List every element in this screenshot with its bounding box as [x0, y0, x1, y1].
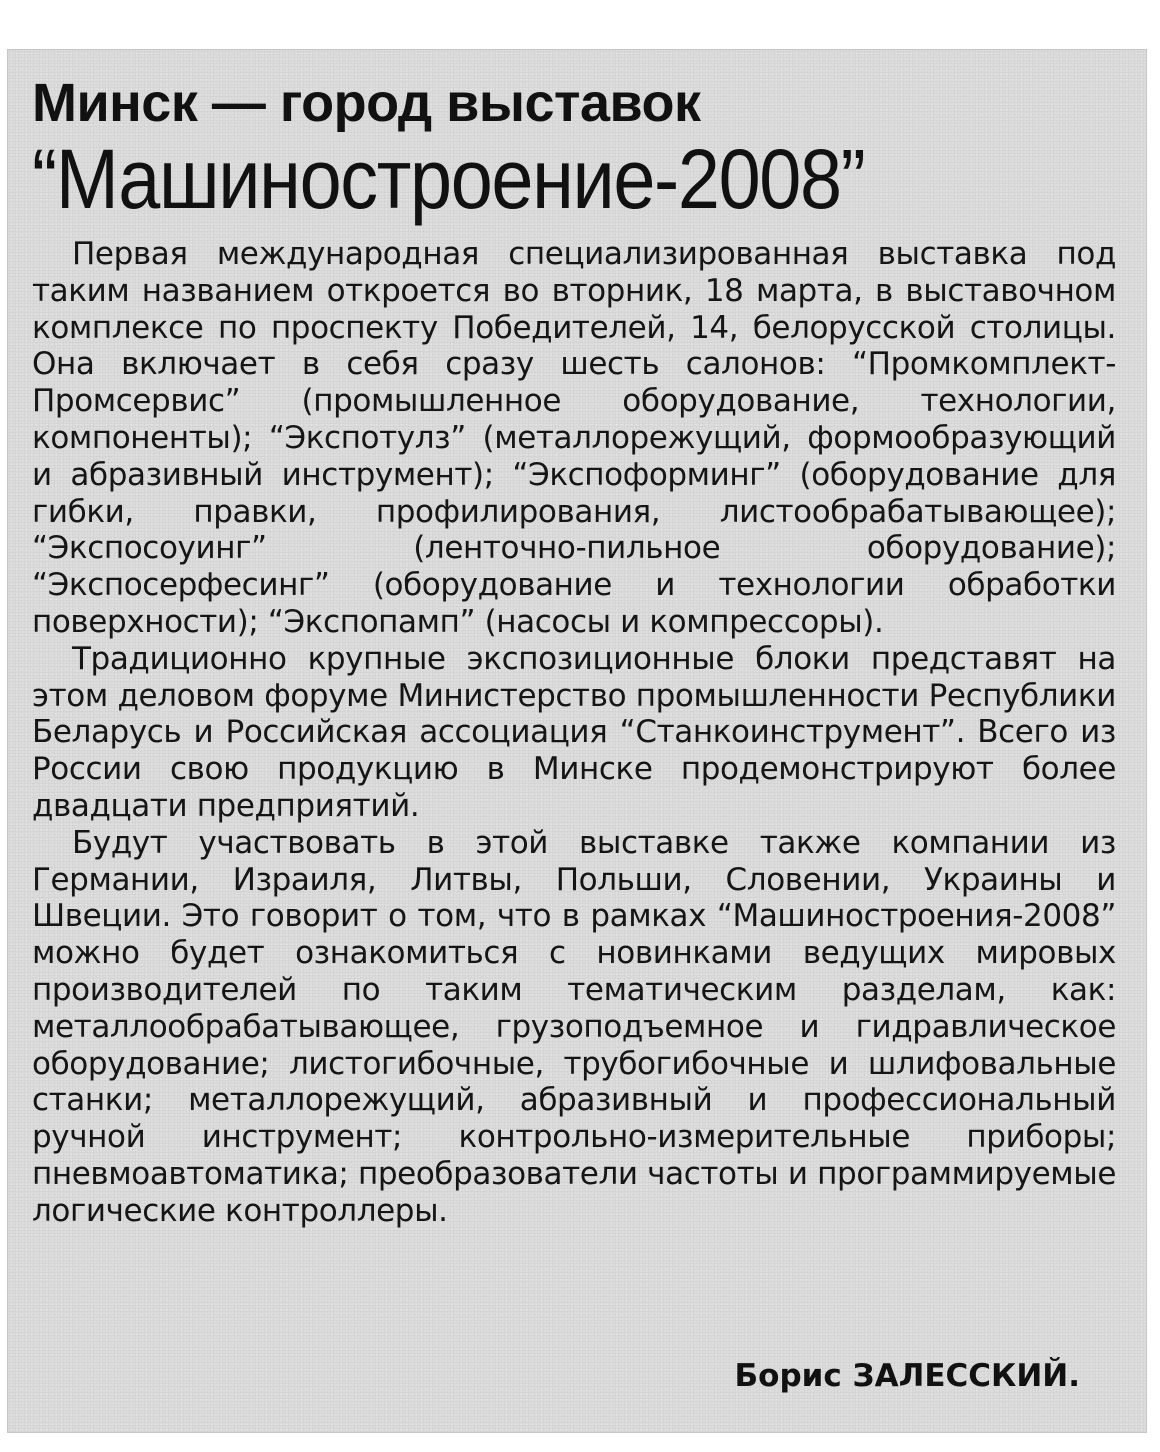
- article-paragraph: Будут участвовать в этой выставке также компании из Германии, Израиля, Литвы, Польши, Словении, Украины и Швеции. Это говорит о том, что в рамках “Машиностроения-2008” можно будет ознакомиться с новинками ведущих мировых производителей по таким тематическим разделам, как: металлообрабатывающее, грузоподъемное и гидравлическое оборудование; листогибочные, трубогибочные и шлифовальные станки; металлорежущий, абразивный и профессиональный ручной инструмент; контрольно-измерительные приборы; пневмоавтоматика; преобразователи частоты и программируемые логические контроллеры.: [32, 824, 1116, 1229]
- article-paragraph: Первая международная специализированная выставка под таким названием откроется во вторник, 18 марта, в выставочном комплексе по проспекту Победителей, 14, белорусской столицы. Она включает в себя сразу шесть салонов: “Промкомплект-Промсервис” (промышленное оборудование, технологии, компоненты); “Экспотулз” (металлорежущий, формообразующий и абразивный инструмент); “Экспоформинг” (оборудование для гибки, правки, профилирования, листообрабатывающее); “Экспосоуинг” (ленточно-пильное оборудование); “Экспосерфесинг” (оборудование и технологии обработки поверхности); “Экспопамп” (насосы и компрессоры).: [32, 236, 1116, 640]
- article-body: [32, 236, 1116, 1230]
- article-title: “Машиностроение-2008”: [32, 132, 865, 226]
- rubric-heading: Минск — город выставок: [32, 73, 701, 133]
- author-signature: Борис ЗАЛЕССКИЙ.: [734, 1358, 1080, 1394]
- article-paragraph: Традиционно крупные экспозиционные блоки представят на этом деловом форуме Министерство промышленности Республики Беларусь и Российская ассоциация “Станкоинструмент”. Всего из России свою продукцию в Минске продемонстрируют более двадцати предприятий.: [32, 640, 1116, 824]
- newspaper-clipping: [8, 50, 1146, 1432]
